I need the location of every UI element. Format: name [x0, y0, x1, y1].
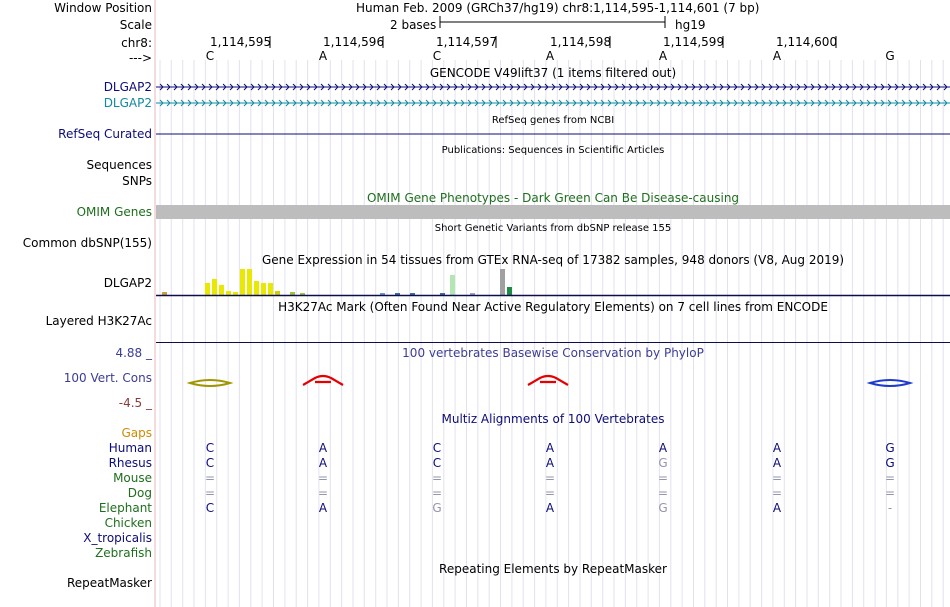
alignment-base: C [205, 441, 215, 455]
alignment-base: C [432, 441, 442, 455]
alignment-base: = [544, 471, 556, 485]
gencode-track-label-1[interactable]: DLGAP2 [103, 80, 152, 94]
gtex-tissue-bar [226, 291, 231, 295]
gtex-tissue-bar [275, 291, 280, 295]
refseq-track-title: RefSeq genes from NCBI [491, 115, 615, 126]
position-label: 1,114,596 [323, 35, 385, 49]
position-label: 1,114,597 [436, 35, 498, 49]
alignment-base: A [772, 441, 782, 455]
species-label-x_tropicalis[interactable]: X_tropicalis [83, 531, 152, 545]
gtex-tissue-bar [470, 293, 475, 295]
alignment-base: G [658, 501, 668, 515]
phylop-max-label: 4.88 _ [115, 346, 152, 360]
omim-track-label[interactable]: OMIM Genes [76, 205, 152, 219]
alignment-base: = [204, 471, 216, 485]
gtex-tissue-bar [290, 292, 295, 295]
phylop-min-label: -4.5 _ [118, 396, 152, 410]
dbsnp-track-title: Short Genetic Variants from dbSNP release 155 [434, 223, 672, 234]
alignment-base: A [772, 501, 782, 515]
omim-track-title: OMIM Gene Phenotypes - Dark Green Can Be Disease-causing [366, 191, 740, 205]
gtex-tissue-bar [205, 283, 210, 295]
alignment-base: C [205, 501, 215, 515]
publications-track-title: Publications: Sequences in Scientific Articles [441, 145, 665, 156]
chrom-label: chr8: [121, 36, 152, 50]
alignment-base: G [432, 501, 442, 515]
gaps-label[interactable]: Gaps [121, 426, 152, 440]
alignment-base: C [432, 456, 442, 470]
gtex-tissue-bar [261, 283, 266, 295]
phylop-score-glyph [870, 380, 910, 386]
alignment-base: = [771, 471, 783, 485]
scale-label: Scale [119, 18, 152, 32]
window-position-label: Window Position [54, 1, 152, 15]
gtex-tissue-bar [500, 269, 505, 295]
phylop-score-glyph [528, 376, 568, 385]
gtex-tissue-bar [219, 285, 224, 295]
gtex-tissue-bar [507, 287, 512, 295]
alignment-base: = [657, 471, 669, 485]
alignment-base: G [885, 456, 895, 470]
gtex-track-title: Gene Expression in 54 tissues from GTEx RNA-seq of 17382 samples, 948 donors (V8, Aug 2019) [261, 253, 845, 267]
alignment-base: = [884, 471, 896, 485]
alignment-base: A [545, 441, 555, 455]
gtex-track-label[interactable]: DLGAP2 [103, 276, 152, 290]
reference-base: C [205, 49, 215, 63]
position-label: 1,114,600 [776, 35, 838, 49]
species-label-elephant[interactable]: Elephant [98, 501, 152, 515]
publications-track-label[interactable]: Sequences [86, 158, 152, 172]
alignment-base: = [657, 486, 669, 500]
window-position-value: Human Feb. 2009 (GRCh37/hg19) chr8:1,114,595-1,114,601 (7 bp) [356, 1, 760, 15]
alignment-base: A [545, 501, 555, 515]
alignment-base: = [317, 471, 329, 485]
gtex-tissue-bar [233, 292, 238, 295]
reference-base: C [432, 49, 442, 63]
alignment-base: = [431, 486, 443, 500]
alignment-base: A [658, 441, 668, 455]
position-label: 1,114,599 [663, 35, 725, 49]
gtex-tissue-bar [300, 293, 305, 295]
species-label-mouse[interactable]: Mouse [113, 471, 152, 485]
alignment-base: G [658, 456, 668, 470]
strand-label: ---> [128, 51, 152, 65]
repeatmasker-track-title: Repeating Elements by RepeatMasker [439, 562, 667, 576]
repeatmasker-track-label[interactable]: RepeatMasker [66, 576, 152, 590]
species-label-chicken[interactable]: Chicken [104, 516, 152, 530]
phylop-track-title: 100 vertebrates Basewise Conservation by PhyloP [402, 346, 704, 360]
alignment-base: A [545, 456, 555, 470]
omim-feature-bar [156, 205, 950, 219]
alignment-base: = [317, 486, 329, 500]
position-label: 1,114,595 [210, 35, 272, 49]
refseq-track-label[interactable]: RefSeq Curated [58, 127, 152, 141]
gtex-tissue-bar [254, 281, 259, 295]
species-label-zebrafish[interactable]: Zebrafish [95, 546, 152, 560]
scale-value: 2 bases [390, 18, 437, 32]
gtex-tissue-bar [395, 293, 400, 295]
scale-assembly: hg19 [675, 18, 706, 32]
gtex-tissue-bar [162, 292, 167, 295]
reference-base: A [318, 49, 328, 63]
gtex-tissue-bar [380, 293, 385, 295]
phylop-score-glyph [303, 376, 343, 385]
reference-base: A [658, 49, 668, 63]
position-label: 1,114,598 [550, 35, 612, 49]
alignment-base: - [887, 501, 893, 515]
alignment-base: = [204, 486, 216, 500]
gtex-tissue-bar [268, 283, 273, 295]
snps-track-label[interactable]: SNPs [122, 174, 152, 188]
alignment-base: = [544, 486, 556, 500]
gtex-tissue-bar [247, 269, 252, 295]
gencode-track-label-2[interactable]: DLGAP2 [103, 96, 152, 110]
alignment-base: A [318, 441, 328, 455]
species-label-rhesus[interactable]: Rhesus [108, 456, 152, 470]
gtex-tissue-bar [410, 293, 415, 295]
gencode-track-title: GENCODE V49lift37 (1 items filtered out) [429, 66, 677, 80]
reference-base: A [772, 49, 782, 63]
species-label-human[interactable]: Human [108, 441, 152, 455]
gtex-tissue-bar [212, 279, 217, 295]
phylop-score-glyph [190, 380, 230, 386]
h3k27ac-track-label[interactable]: Layered H3K27Ac [45, 314, 152, 328]
phylop-track-label[interactable]: 100 Vert. Cons [63, 371, 152, 385]
alignment-base: G [885, 441, 895, 455]
h3k27ac-track-title: H3K27Ac Mark (Often Found Near Active Regulatory Elements) on 7 cell lines from ENCODE [278, 300, 828, 314]
alignment-base: A [318, 501, 328, 515]
gtex-tissue-bar [440, 293, 445, 295]
alignment-base: A [318, 456, 328, 470]
gtex-tissue-bar [450, 275, 455, 295]
species-label-dog[interactable]: Dog [127, 486, 152, 500]
dbsnp-track-label[interactable]: Common dbSNP(155) [22, 236, 152, 250]
gtex-tissue-bar [240, 269, 245, 295]
reference-base: G [885, 49, 895, 63]
alignment-base: = [431, 471, 443, 485]
alignment-base: C [205, 456, 215, 470]
alignment-base: = [884, 486, 896, 500]
multiz-track-title: Multiz Alignments of 100 Vertebrates [441, 412, 665, 426]
reference-base: A [545, 49, 555, 63]
alignment-base: A [772, 456, 782, 470]
alignment-base: = [771, 486, 783, 500]
